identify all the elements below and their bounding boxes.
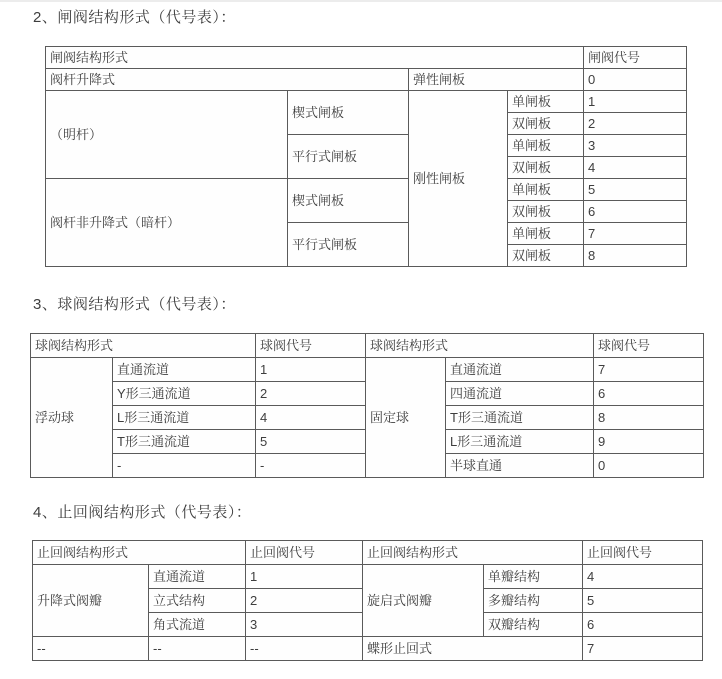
table-cell: 双闸板 xyxy=(508,201,584,223)
table-cell: 7 xyxy=(594,358,704,382)
table-row xyxy=(46,47,687,69)
table-cell: 4 xyxy=(584,157,687,179)
table-cell: -- xyxy=(33,637,149,661)
table-cell: 双瓣结构 xyxy=(484,613,583,637)
table-cell: - xyxy=(113,454,256,478)
table-cell: 阀杆非升降式（暗杆） xyxy=(46,179,288,267)
table-cell: 平行式闸板 xyxy=(288,223,409,267)
table-cell: 3 xyxy=(584,135,687,157)
table-cell: 9 xyxy=(594,430,704,454)
table-cell: 四通流道 xyxy=(446,382,594,406)
table-cell: 2 xyxy=(256,382,366,406)
table-cell: 0 xyxy=(594,454,704,478)
section-heading-ball-valve: 3、球阀结构形式（代号表）： xyxy=(33,296,236,313)
table-cell: 闸阀结构形式 xyxy=(46,47,584,69)
table-cell: 楔式闸板 xyxy=(288,179,409,223)
table-cell: 阀杆升降式 xyxy=(46,69,409,91)
gate-valve-code-table xyxy=(45,46,687,267)
table-cell: 弹性闸板 xyxy=(409,69,584,91)
table-cell: 1 xyxy=(256,358,366,382)
table-cell: -- xyxy=(246,637,363,661)
table-cell: 刚性闸板 xyxy=(409,91,508,267)
table-cell: T形三通流道 xyxy=(113,430,256,454)
table-row xyxy=(31,334,704,358)
table-cell: 7 xyxy=(584,223,687,245)
page-top-divider xyxy=(0,0,722,2)
table-cell: 4 xyxy=(256,406,366,430)
table-cell: 5 xyxy=(583,589,703,613)
table-cell: - xyxy=(256,454,366,478)
table-cell: -- xyxy=(149,637,246,661)
table-cell: 6 xyxy=(583,613,703,637)
code-table xyxy=(30,333,704,478)
table-cell: 1 xyxy=(584,91,687,113)
table-row xyxy=(31,358,704,382)
section-heading-gate-valve: 2、闸阀结构形式（代号表）： xyxy=(33,9,236,26)
table-cell: 双闸板 xyxy=(508,113,584,135)
table-row xyxy=(33,541,703,565)
table-cell: 5 xyxy=(584,179,687,201)
table-cell: 双闸板 xyxy=(508,157,584,179)
table-cell: 止回阀结构形式 xyxy=(363,541,583,565)
table-cell: 6 xyxy=(584,201,687,223)
table-cell: 3 xyxy=(246,613,363,637)
table-cell: 2 xyxy=(584,113,687,135)
table-cell: 止回阀代号 xyxy=(246,541,363,565)
table-cell: 楔式闸板 xyxy=(288,91,409,135)
table-cell: 球阀结构形式 xyxy=(366,334,594,358)
table-cell: 平行式闸板 xyxy=(288,135,409,179)
table-cell: 固定球 xyxy=(366,358,446,478)
table-cell: 直通流道 xyxy=(446,358,594,382)
table-cell: 8 xyxy=(594,406,704,430)
table-cell: T形三通流道 xyxy=(446,406,594,430)
table-cell: 2 xyxy=(246,589,363,613)
table-row xyxy=(33,565,703,589)
table-cell: 闸阀代号 xyxy=(584,47,687,69)
table-cell: 直通流道 xyxy=(149,565,246,589)
table-cell: 多瓣结构 xyxy=(484,589,583,613)
table-cell: 止回阀结构形式 xyxy=(33,541,246,565)
table-cell: 止回阀代号 xyxy=(583,541,703,565)
table-cell: 单闸板 xyxy=(508,223,584,245)
table-cell: 单闸板 xyxy=(508,179,584,201)
section-heading-check-valve: 4、止回阀结构形式（代号表）： xyxy=(33,504,252,521)
table-cell: 0 xyxy=(584,69,687,91)
table-row xyxy=(46,179,687,201)
table-cell: Y形三通流道 xyxy=(113,382,256,406)
table-cell: 球阀代号 xyxy=(256,334,366,358)
table-cell: 升降式阀瓣 xyxy=(33,565,149,637)
table-cell: 双闸板 xyxy=(508,245,584,267)
table-cell: 浮动球 xyxy=(31,358,113,478)
table-cell: 1 xyxy=(246,565,363,589)
table-cell: （明杆） xyxy=(46,91,288,179)
table-cell: 单闸板 xyxy=(508,135,584,157)
table-cell: 角式流道 xyxy=(149,613,246,637)
table-cell: 半球直通 xyxy=(446,454,594,478)
table-row xyxy=(33,637,703,661)
table-cell: 球阀代号 xyxy=(594,334,704,358)
table-cell: 立式结构 xyxy=(149,589,246,613)
table-cell: 6 xyxy=(594,382,704,406)
table-row xyxy=(46,69,687,91)
table-cell: 球阀结构形式 xyxy=(31,334,256,358)
check-valve-code-table xyxy=(32,540,703,661)
table-cell: 直通流道 xyxy=(113,358,256,382)
table-cell: 蝶形止回式 xyxy=(363,637,583,661)
table-cell: 单闸板 xyxy=(508,91,584,113)
table-cell: 8 xyxy=(584,245,687,267)
table-row xyxy=(46,91,687,113)
table-cell: 单瓣结构 xyxy=(484,565,583,589)
table-cell: L形三通流道 xyxy=(446,430,594,454)
table-cell: 5 xyxy=(256,430,366,454)
table-cell: 7 xyxy=(583,637,703,661)
code-table xyxy=(32,540,703,661)
table-cell: 旋启式阀瓣 xyxy=(363,565,484,637)
ball-valve-code-table xyxy=(30,333,704,478)
table-cell: L形三通流道 xyxy=(113,406,256,430)
code-table xyxy=(45,46,687,267)
table-cell: 4 xyxy=(583,565,703,589)
